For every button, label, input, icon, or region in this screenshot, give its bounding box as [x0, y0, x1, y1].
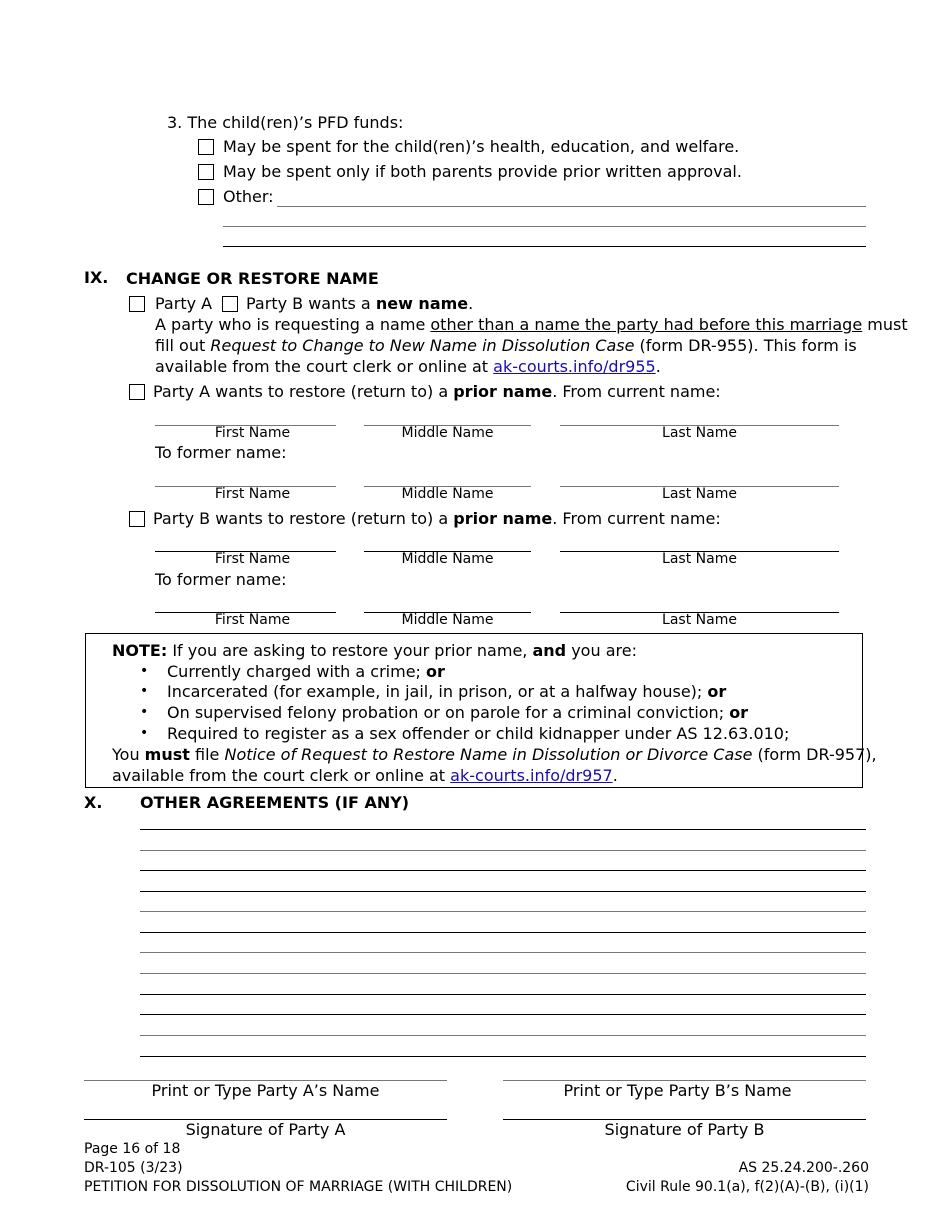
agreement-line[interactable]: [140, 1035, 866, 1036]
middle-name-label: Middle Name: [401, 551, 494, 567]
last-name-label: Last Name: [662, 612, 737, 628]
section-10-number: X.: [84, 793, 103, 812]
agreement-line[interactable]: [140, 1014, 866, 1015]
agreement-line[interactable]: [140, 952, 866, 953]
dr955-link[interactable]: ak-courts.info/dr955: [493, 357, 656, 376]
section-9-title: CHANGE OR RESTORE NAME: [126, 269, 379, 288]
pfd-health-label: May be spent for the child(ren)’s health, education, and welfare.: [223, 137, 740, 156]
party-b-new-name-checkbox[interactable]: [222, 296, 238, 312]
new-name-para-2: fill out Request to Change to New Name in Dissolution Case (form DR-955). This form is: [155, 336, 857, 355]
last-name-label: Last Name: [662, 551, 737, 567]
note-intro: NOTE: If you are asking to restore your prior name, and you are:: [112, 641, 637, 660]
first-name-label: First Name: [214, 551, 291, 567]
new-name-para-3: available from the court clerk or online at ak-courts.info/dr955.: [155, 357, 661, 376]
pfd-health-checkbox[interactable]: [198, 139, 214, 155]
signature-party-a-label: Signature of Party A: [185, 1120, 346, 1139]
pfd-approval-label: May be spent only if both parents provide prior written approval.: [223, 162, 742, 181]
note-bullet-3: On supervised felony probation or on parole for a criminal conviction; or: [167, 703, 749, 722]
agreement-line[interactable]: [140, 891, 866, 892]
agreement-line[interactable]: [140, 973, 866, 974]
footer-form-number: DR-105 (3/23): [84, 1160, 183, 1176]
footer-statute: AS 25.24.200-.260: [738, 1160, 869, 1176]
bullet-icon: •: [140, 683, 149, 699]
party-a-restore-checkbox[interactable]: [129, 384, 145, 400]
last-name-label: Last Name: [662, 425, 737, 441]
pfd-other-checkbox[interactable]: [198, 189, 214, 205]
print-party-b-label: Print or Type Party B’s Name: [563, 1081, 792, 1100]
party-a-new-name-checkbox[interactable]: [129, 296, 145, 312]
bullet-icon: •: [140, 704, 149, 720]
agreement-line[interactable]: [140, 911, 866, 912]
middle-name-label: Middle Name: [401, 486, 494, 502]
section-9-number: IX.: [84, 268, 109, 287]
agreement-line[interactable]: [140, 870, 866, 871]
new-name-line: Party B wants a new name.: [246, 294, 474, 313]
print-party-a-label: Print or Type Party A’s Name: [151, 1081, 380, 1100]
note-must-file: You must file Notice of Request to Restore Name in Dissolution or Divorce Case (form DR-957),: [112, 745, 877, 764]
pfd-other-line-2[interactable]: [223, 226, 866, 227]
first-name-label: First Name: [214, 486, 291, 502]
pfd-item-label: 3. The child(ren)’s PFD funds:: [167, 113, 404, 132]
agreement-line[interactable]: [140, 829, 866, 830]
section-10-title: OTHER AGREEMENTS (IF ANY): [140, 793, 410, 812]
pfd-approval-checkbox[interactable]: [198, 164, 214, 180]
pfd-other-line-1[interactable]: [277, 206, 866, 207]
party-a-label: Party A: [155, 294, 213, 313]
bullet-icon: •: [140, 663, 149, 679]
dr957-link[interactable]: ak-courts.info/dr957: [450, 766, 613, 785]
last-name-label: Last Name: [662, 486, 737, 502]
to-former-name-label: To former name:: [155, 570, 287, 589]
first-name-label: First Name: [214, 425, 291, 441]
agreement-line[interactable]: [140, 1056, 866, 1057]
party-b-restore-checkbox[interactable]: [129, 511, 145, 527]
note-available: available from the court clerk or online at ak-courts.info/dr957.: [112, 766, 618, 785]
agreement-line[interactable]: [140, 932, 866, 933]
note-bullet-1: Currently charged with a crime; or: [167, 662, 445, 681]
middle-name-label: Middle Name: [401, 612, 494, 628]
party-a-restore-label: Party A wants to restore (return to) a prior name. From current name:: [153, 382, 721, 401]
note-bullet-2: Incarcerated (for example, in jail, in prison, or at a halfway house); or: [167, 682, 727, 701]
agreement-line[interactable]: [140, 994, 866, 995]
to-former-name-label: To former name:: [155, 443, 287, 462]
first-name-label: First Name: [214, 612, 291, 628]
pfd-other-line-3[interactable]: [223, 246, 866, 247]
middle-name-label: Middle Name: [401, 425, 494, 441]
pfd-other-label: Other:: [223, 187, 274, 206]
bullet-icon: •: [140, 725, 149, 741]
footer-page: Page 16 of 18: [84, 1141, 181, 1157]
agreement-line[interactable]: [140, 850, 866, 851]
party-b-restore-label: Party B wants to restore (return to) a prior name. From current name:: [153, 509, 721, 528]
new-name-para-1: A party who is requesting a name other than a name the party had before this marriage must: [155, 315, 908, 334]
note-bullet-4: Required to register as a sex offender or child kidnapper under AS 12.63.010;: [167, 724, 790, 743]
footer-form-title: PETITION FOR DISSOLUTION OF MARRIAGE (WITH CHILDREN): [84, 1179, 513, 1195]
footer-civil-rule: Civil Rule 90.1(a), f(2)(A)-(B), (i)(1): [625, 1179, 869, 1195]
signature-party-b-label: Signature of Party B: [604, 1120, 765, 1139]
